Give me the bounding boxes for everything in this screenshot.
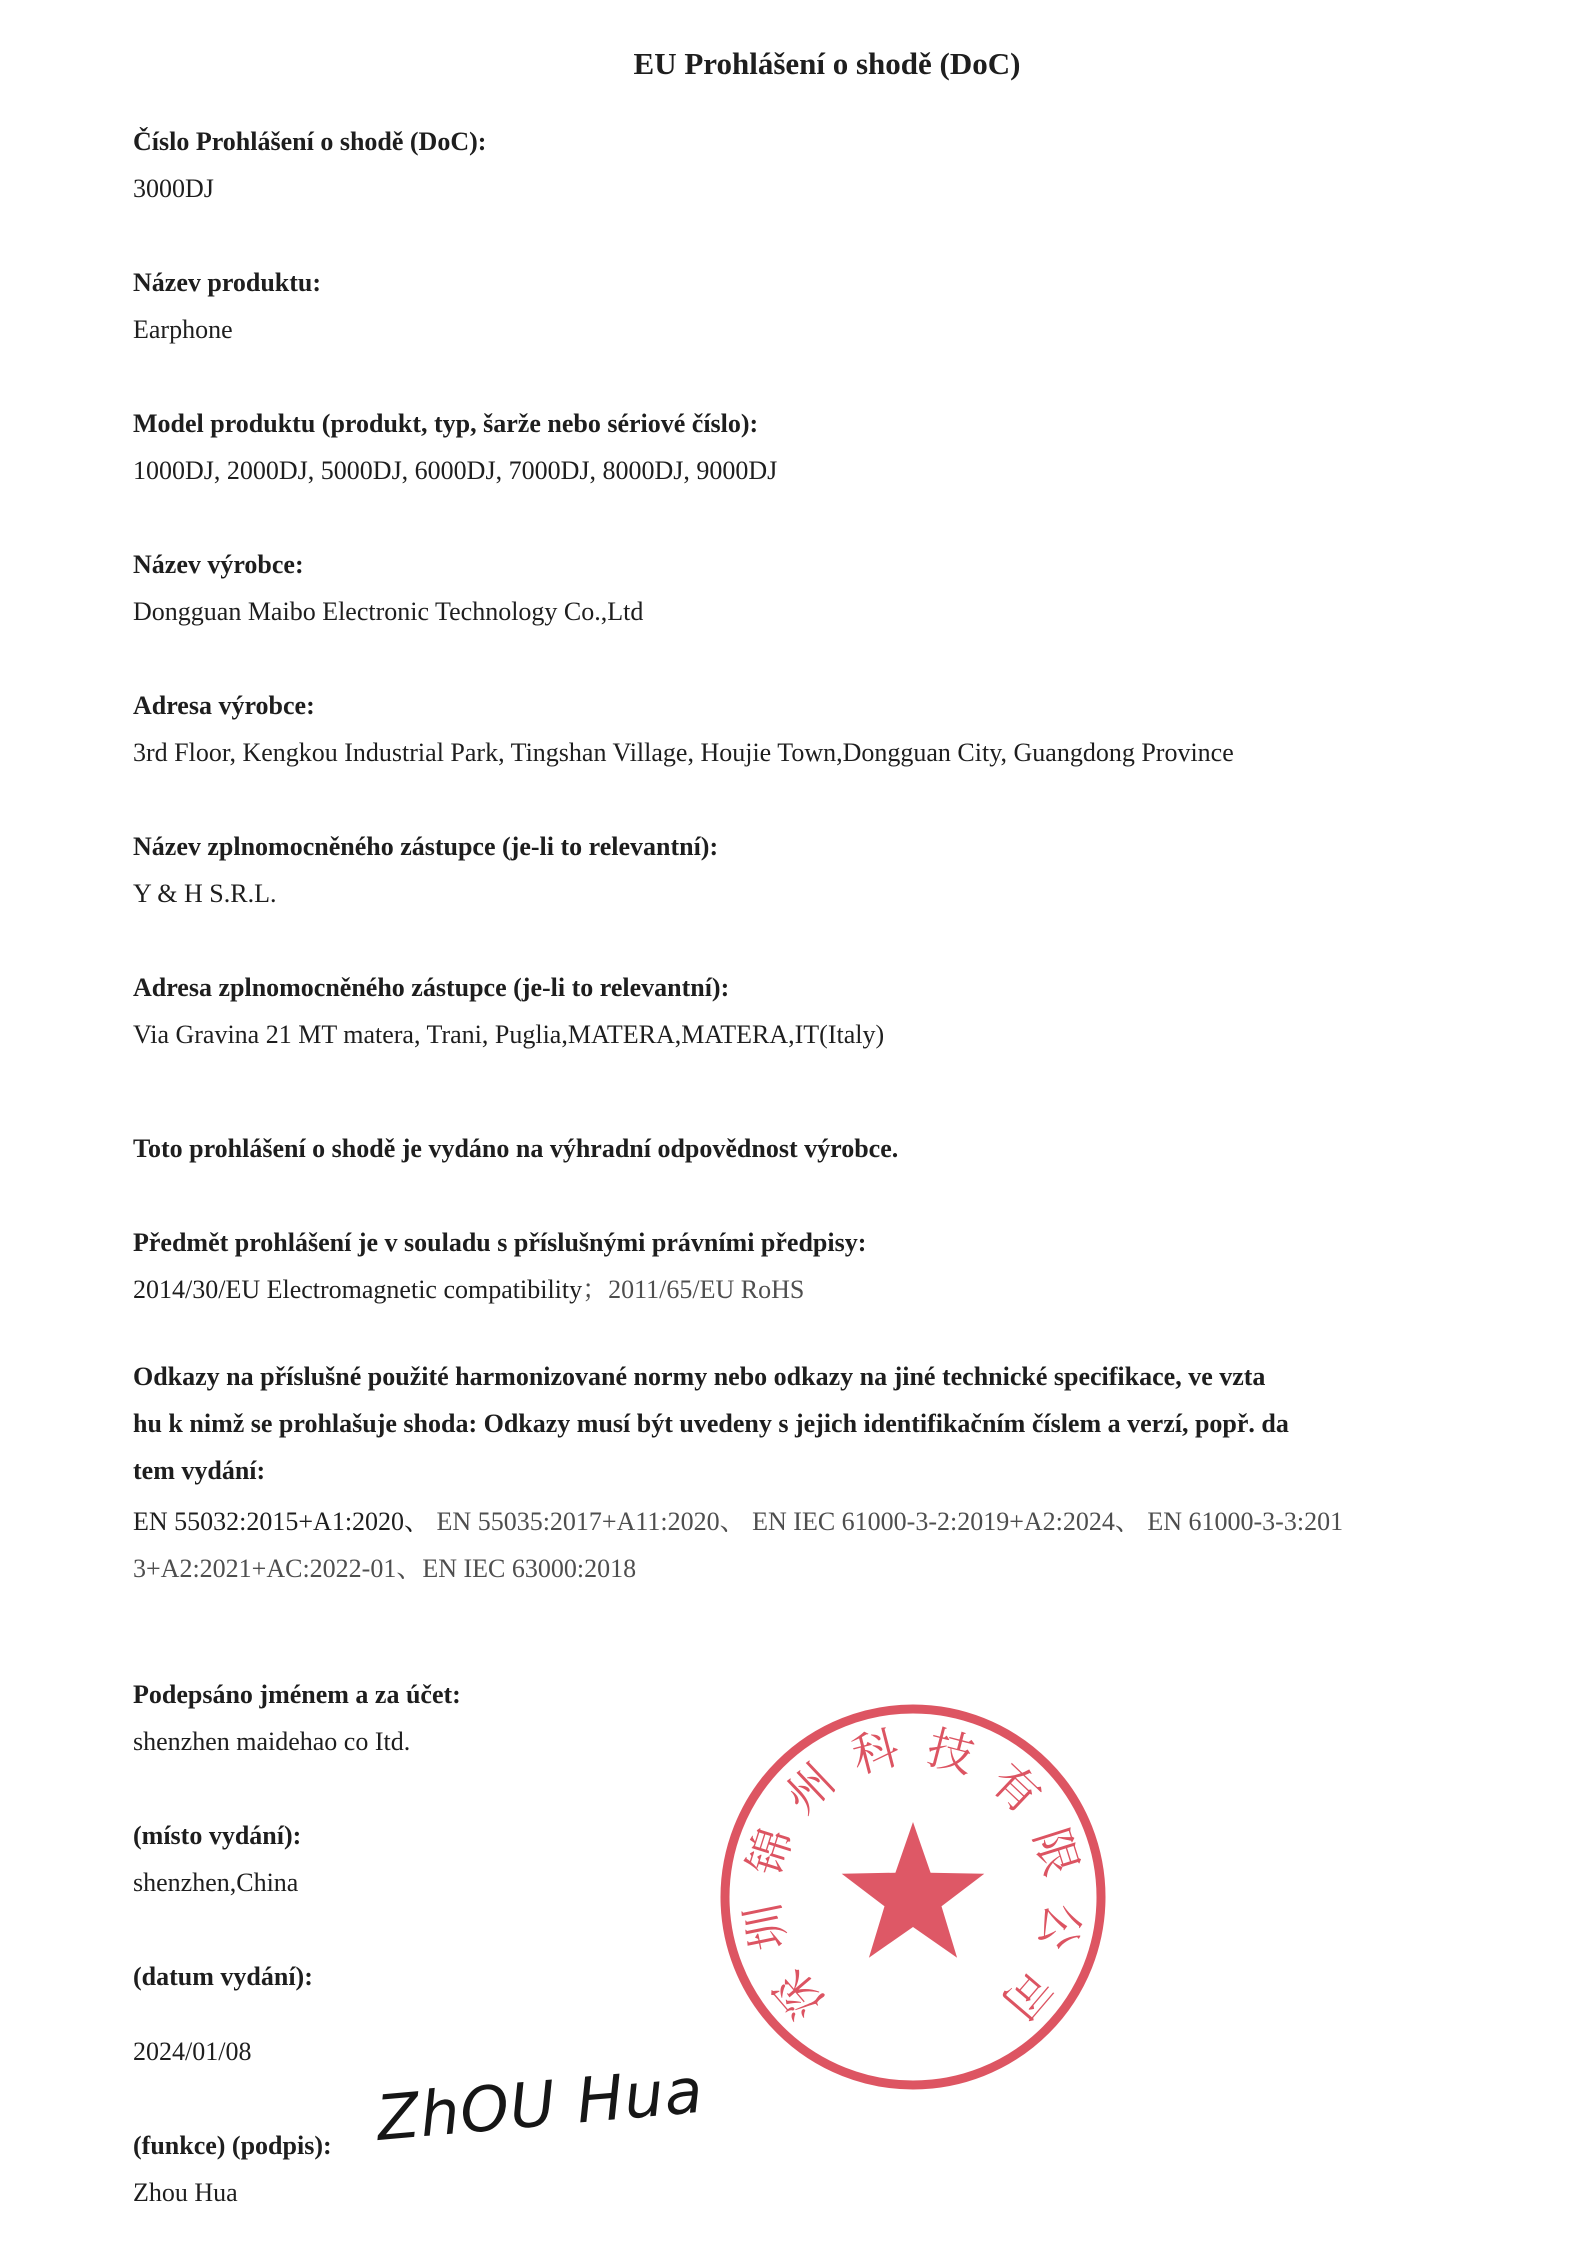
stamp-char-7: 限: [1023, 1821, 1089, 1882]
standard-en55032: EN 55032:2015+A1:2020、: [133, 1507, 431, 1536]
representative-address-value: Via Gravina 21 MT matera, Trani, Puglia,MATERA,MATERA,IT(Italy): [133, 1020, 885, 1049]
stamp-star-icon: [842, 1822, 985, 1958]
stamp-char-0: 深: [763, 1959, 835, 2030]
standards-list: [133, 1498, 1521, 1592]
manufacturer-address-label: Adresa výrobce:: [133, 691, 315, 720]
signed-for-value: shenzhen maidehao co Itd.: [133, 1727, 411, 1756]
compliance-directive-rohs: ；2011/65/EU RoHS: [582, 1275, 805, 1304]
product-model-value: 1000DJ, 2000DJ, 5000DJ, 6000DJ, 7000DJ, 8000DJ, 9000DJ: [133, 456, 778, 485]
stamp-char-4: 科: [846, 1719, 905, 1784]
manufacturer-name-value: Dongguan Maibo Electronic Technology Co.,Ltd: [133, 597, 644, 626]
section-product-model: [133, 400, 1521, 494]
section-compliance: [133, 1219, 1521, 1313]
compliance-label: Předmět prohlášení je v souladu s příslušnými právními předpisy:: [133, 1228, 867, 1257]
section-representative-address: [133, 964, 1521, 1058]
standards-others-line1: EN 55035:2017+A11:2020、 EN IEC 61000-3-2:2019+A2:2024、 EN 61000-3-3:201: [430, 1507, 1344, 1536]
signature-text: ZhOU Hua: [373, 2053, 707, 2155]
stamp-char-1: 圳: [734, 1898, 798, 1955]
compliance-value: [133, 1266, 1521, 1313]
manufacturer-address-value: 3rd Floor, Kengkou Industrial Park, Tingshan Village, Houjie Town,Dongguan City, Guangdong Province: [133, 738, 1234, 767]
date-of-issue-value: 2024/01/08: [133, 2037, 252, 2066]
standards-label-line2: hu k nimž se prohlašuje shoda: Odkazy musí být uvedeny s jejich identifikačním číslem a verzí, popř. da: [133, 1409, 1289, 1438]
date-of-issue-label: (datum vydání):: [133, 1962, 313, 1991]
product-name-label: Název produktu:: [133, 268, 322, 297]
product-name-value: Earphone: [133, 315, 233, 344]
place-of-issue-label: (místo vydání):: [133, 1821, 302, 1850]
section-representative-name: [133, 823, 1521, 917]
function-signature-label: (funkce) (podpis):: [133, 2131, 332, 2160]
doc-number-label: Číslo Prohlášení o shodě (DoC):: [133, 127, 487, 156]
page-title: EU Prohlášení o shodě (DoC): [633, 46, 1021, 81]
standards-line1: [133, 1498, 1521, 1545]
responsibility-statement-text: Toto prohlášení o shodě je vydáno na výhradní odpovědnost výrobce.: [133, 1134, 899, 1163]
representative-address-label: Adresa zplnomocněného zástupce (je-li to relevantní):: [133, 973, 730, 1002]
section-manufacturer-address: [133, 682, 1521, 776]
section-doc-number: [133, 118, 1521, 212]
standards-label-line1: Odkazy na příslušné použité harmonizované normy nebo odkazy na jiné technické specifikace, ve vzta: [133, 1362, 1266, 1391]
manufacturer-name-label: Název výrobce:: [133, 550, 304, 579]
standards-label-line3: tem vydání:: [133, 1456, 266, 1485]
responsibility-statement: [133, 1125, 1521, 1172]
compliance-directive-emc: 2014/30/EU Electromagnetic compatibility: [133, 1275, 583, 1304]
stamp-char-6: 有: [980, 1752, 1052, 1824]
stamp-char-8: 公: [1028, 1898, 1092, 1955]
section-product-name: [133, 259, 1521, 353]
representative-name-label: Název zplnomocněného zástupce (je-li to relevantní):: [133, 832, 719, 861]
representative-name-value: Y & H S.R.L.: [133, 879, 277, 908]
stamp-char-9: 司: [991, 1959, 1063, 2030]
stamp-char-5: 技: [921, 1719, 980, 1784]
stamp-char-3: 州: [774, 1752, 846, 1824]
standards-line2: 3+A2:2021+AC:2022-01、EN IEC 63000:2018: [133, 1554, 637, 1583]
signed-for-label: Podepsáno jménem a za účet:: [133, 1680, 461, 1709]
handwritten-signature: [368, 2042, 708, 2162]
section-function-signature: [133, 2122, 1521, 2216]
place-of-issue-value: shenzhen,China: [133, 1868, 299, 1897]
section-manufacturer-name: [133, 541, 1521, 635]
doc-number-value: 3000DJ: [133, 174, 214, 203]
product-model-label: Model produktu (produkt, typ, šarže nebo sériové číslo):: [133, 409, 759, 438]
section-standards: [133, 1353, 1521, 1592]
company-stamp: [698, 1682, 1128, 2112]
signatory-name: Zhou Hua: [133, 2178, 238, 2207]
stamp-char-2: 锦: [737, 1821, 803, 1882]
